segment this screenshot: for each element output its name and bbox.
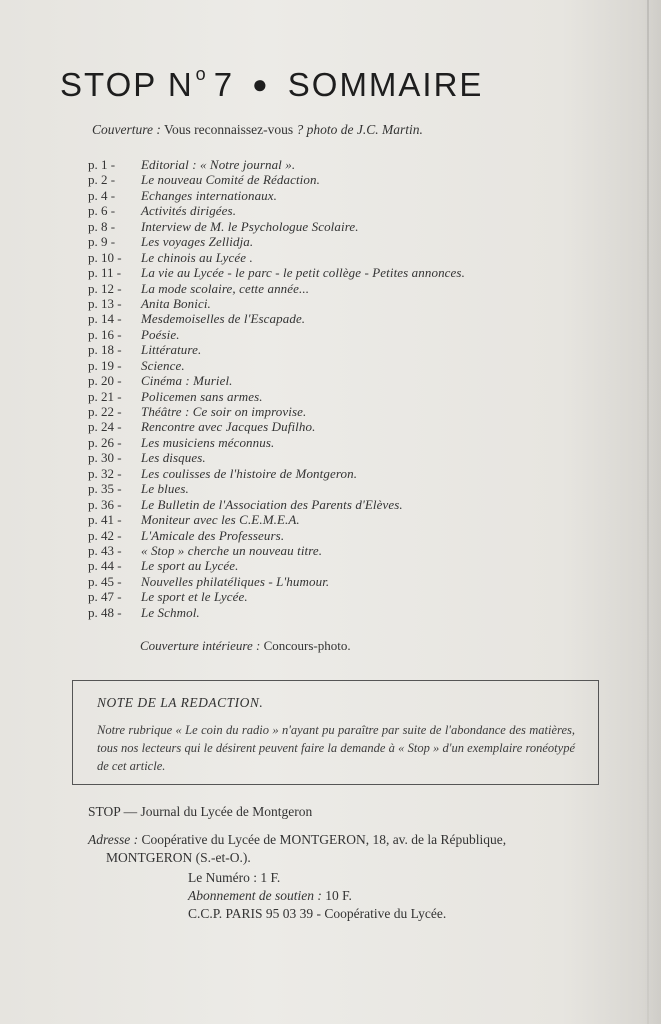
toc-article-title: Echanges internationaux. [141, 187, 277, 203]
toc-entry [88, 296, 558, 311]
toc-page-number: p. 44 - [88, 558, 122, 574]
toc-entry [88, 497, 558, 512]
toc-page-number: p. 45 - [88, 573, 122, 589]
toc-article-title: Les coulisses de l'histoire de Montgeron. [141, 465, 358, 481]
toc-entry [88, 558, 558, 573]
toc-page-number: p. 24 - [88, 419, 122, 435]
toc-article-title: Poésie. [141, 326, 180, 342]
toc-page-number: p. 32 - [88, 465, 122, 481]
toc-article-title: Rencontre avec Jacques Dufilho. [141, 419, 316, 435]
toc-article-title: Policemen sans armes. [141, 388, 263, 404]
toc-entry [88, 172, 558, 187]
editorial-note-box [72, 680, 599, 785]
toc-page-number: p. 18 - [88, 342, 122, 358]
toc-entry [88, 605, 558, 620]
toc-page-number: p. 10 - [88, 249, 122, 265]
bullet-icon: ● [252, 69, 270, 99]
address-label: Adresse : [88, 832, 139, 847]
toc-article-title: Activités dirigées. [141, 203, 237, 219]
toc-page-number: p. 30 - [88, 450, 122, 466]
subscription-value: 10 F. [325, 888, 352, 903]
subscription-label: Abonnement de soutien : [188, 888, 322, 903]
toc-entry [88, 543, 558, 558]
footer-address [88, 832, 506, 848]
footer-price: Le Numéro : 1 F. [188, 870, 281, 885]
toc-page-number: p. 8 - [88, 218, 116, 234]
toc-entry [88, 435, 558, 450]
toc-article-title: La vie au Lycée - le parc - le petit collège - Petites annonces. [141, 265, 465, 281]
toc-entry [88, 528, 558, 543]
note-body: Notre rubrique « Le coin du radio » n'ayant pu paraître par suite de l'abondance des matières, tous nos lecteurs qui le désirent peuvent faire la demande à « Stop » d'un exemplaire ronéotypé de cet article. [97, 723, 575, 773]
toc-article-title: Les musiciens méconnus. [141, 434, 275, 450]
toc-article-title: Editorial : « Notre journal ». [141, 157, 296, 172]
toc-article-title: La mode scolaire, cette année... [141, 280, 310, 296]
toc-page-number: p. 9 - [88, 234, 116, 250]
toc-entry [88, 512, 558, 527]
toc-page-number: p. 42 - [88, 527, 122, 543]
toc-entry [88, 265, 558, 280]
toc-page-number: p. 13 - [88, 295, 122, 311]
cover-interieure-label: Couverture intérieure : [140, 638, 261, 653]
toc-entry [88, 327, 558, 342]
page-title [60, 64, 620, 104]
toc-entry [88, 234, 558, 249]
toc-article-title: Moniteur avec les C.E.M.E.A. [141, 512, 300, 528]
toc-article-title: Littérature. [141, 342, 202, 358]
title-stop: STOP [60, 66, 157, 103]
title-degree: o [195, 64, 208, 84]
footer-subscription [188, 888, 352, 904]
toc-page-number: p. 43 - [88, 542, 122, 558]
toc-entry [88, 466, 558, 481]
cover-interieure-line [140, 638, 351, 654]
toc-article-title: Les disques. [141, 450, 206, 466]
title-sommaire: SOMMAIRE [287, 66, 484, 103]
toc-entry [88, 219, 558, 234]
toc-page-number: p. 47 - [88, 589, 122, 605]
note-title: NOTE DE LA REDACTION. [97, 695, 264, 710]
cover-interieure-text: Concours-photo. [263, 638, 351, 653]
toc-entry [88, 574, 558, 589]
toc-page-number: p. 20 - [88, 373, 122, 389]
toc-article-title: Les voyages Zellidja. [141, 234, 254, 250]
toc-page-number: p. 48 - [88, 604, 122, 620]
toc-page-number: p. 6 - [88, 203, 116, 219]
cover-text: Vous reconnaissez-vous [164, 122, 294, 137]
toc-article-title: Mesdemoiselles de l'Escapade. [141, 311, 306, 327]
toc-entry [88, 342, 558, 357]
cover-label: Couverture : [92, 122, 161, 137]
toc-page-number: p. 21 - [88, 388, 122, 404]
footer-city: MONTGERON (S.-et-O.). [106, 850, 251, 865]
toc-page-number: p. 41 - [88, 512, 122, 528]
toc-entry [88, 281, 558, 296]
toc-article-title: Le Schmol. [141, 604, 200, 620]
toc-entry [88, 188, 558, 203]
toc-entry [88, 157, 558, 172]
toc-entry [88, 419, 558, 434]
footer-ccp: C.C.P. PARIS 95 03 39 - Coopérative du Lycée. [188, 906, 447, 921]
footer-journal: STOP — Journal du Lycée de Montgeron [88, 804, 313, 819]
toc-article-title: L'Amicale des Professeurs. [141, 527, 285, 543]
toc-article-title: Science. [141, 357, 185, 373]
toc-entry [88, 404, 558, 419]
toc-page-number: p. 14 - [88, 311, 122, 327]
toc-page-number: p. 11 - [88, 265, 122, 281]
toc-entry [88, 250, 558, 265]
toc-page-number: p. 19 - [88, 357, 122, 373]
toc-entry [88, 373, 558, 388]
toc-entry [88, 203, 558, 218]
cover-line [92, 122, 423, 138]
toc-entry [88, 311, 558, 326]
toc-article-title: Le Bulletin de l'Association des Parents d'Elèves. [141, 496, 403, 512]
toc-entry [88, 481, 558, 496]
toc-entry [88, 389, 558, 404]
toc-page-number: p. 2 - [88, 172, 116, 188]
toc-page-number: p. 1 - [88, 157, 116, 172]
toc-article-title: Anita Bonici. [141, 295, 211, 311]
toc-page-number: p. 12 - [88, 280, 122, 296]
toc-entry [88, 450, 558, 465]
toc-page-number: p. 16 - [88, 326, 122, 342]
toc-entry [88, 589, 558, 604]
cover-photo-credit: ? photo de J.C. Martin. [296, 122, 423, 137]
toc-page-number: p. 4 - [88, 187, 116, 203]
toc-page-number: p. 22 - [88, 404, 122, 419]
toc-article-title: Le blues. [141, 481, 189, 497]
toc-entry [88, 358, 558, 373]
toc-article-title: « Stop » cherche un nouveau titre. [141, 542, 323, 558]
title-n: N [167, 66, 194, 103]
toc-article-title: Théâtre : Ce soir on improvise. [141, 404, 307, 419]
table-of-contents [88, 157, 558, 620]
toc-page-number: p. 26 - [88, 434, 122, 450]
address-text: Coopérative du Lycée de MONTGERON, 18, av. de la République, [141, 832, 507, 847]
toc-article-title: Le sport et le Lycée. [141, 589, 248, 605]
toc-article-title: Le chinois au Lycée . [141, 249, 253, 265]
toc-page-number: p. 36 - [88, 496, 122, 512]
issue-number: 7 [213, 66, 235, 103]
toc-article-title: Nouvelles philatéliques - L'humour. [141, 573, 330, 589]
toc-article-title: Cinéma : Muriel. [141, 373, 233, 389]
toc-article-title: Le sport au Lycée. [141, 558, 239, 574]
toc-article-title: Interview de M. le Psychologue Scolaire. [141, 218, 359, 234]
page-fold-shadow [647, 0, 649, 1024]
toc-article-title: Le nouveau Comité de Rédaction. [141, 172, 320, 188]
toc-page-number: p. 35 - [88, 481, 122, 497]
